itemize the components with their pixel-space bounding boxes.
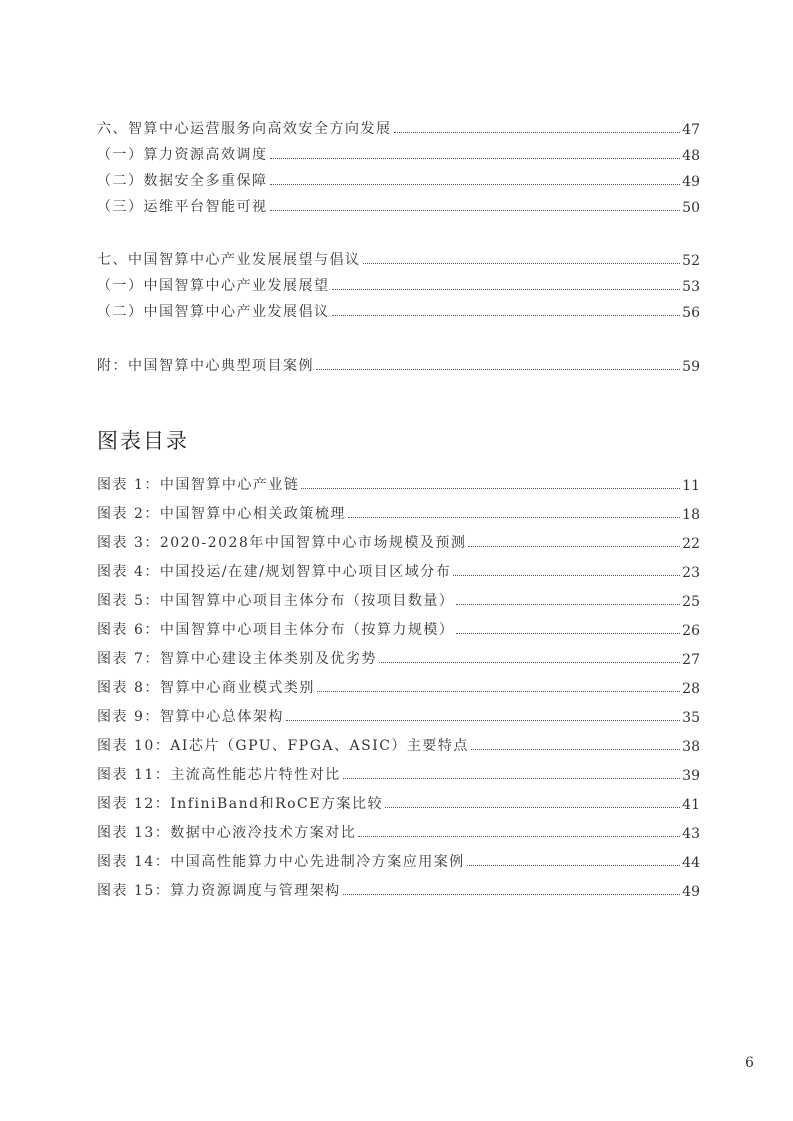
toc-entry[interactable] (97, 299, 700, 321)
figure-entry-page: 44 (682, 855, 700, 871)
dot-leader (317, 691, 680, 692)
toc-entry-page: 49 (682, 174, 700, 190)
dot-leader (363, 263, 681, 264)
figure-entry[interactable] (97, 820, 700, 842)
figure-entry[interactable] (97, 878, 700, 900)
figure-entry-label: 图表 10：AI芯片（GPU、FPGA、ASIC）主要特点 (97, 738, 469, 754)
figure-entry-page: 27 (682, 652, 700, 668)
figure-entry-label: 图表 1：中国智算中心产业链 (97, 477, 300, 493)
toc-entry-page: 52 (682, 253, 700, 269)
figure-entry[interactable] (97, 762, 700, 784)
toc-entry[interactable] (97, 194, 700, 216)
dot-leader (316, 369, 680, 370)
figure-entry-page: 23 (682, 565, 700, 581)
figure-entry[interactable] (97, 704, 700, 726)
figures-heading: 图表目录 (97, 429, 189, 453)
toc-entry[interactable] (97, 273, 700, 295)
toc-entry-label: 七、中国智算中心产业发展展望与倡议 (97, 252, 361, 268)
dot-leader (456, 633, 680, 634)
figure-entry-page: 22 (682, 536, 700, 552)
toc-entry-page: 59 (682, 359, 700, 375)
dot-leader (332, 289, 681, 290)
dot-leader (270, 210, 681, 211)
toc-entry-label: （二）中国智算中心产业发展倡议 (97, 304, 330, 320)
dot-leader (332, 315, 681, 316)
figure-entry[interactable] (97, 675, 700, 697)
figure-entry-label: 图表 6：中国智算中心项目主体分布（按算力规模） (97, 622, 455, 638)
figure-entry[interactable] (97, 791, 700, 813)
dot-leader (456, 604, 680, 605)
figure-entry-label: 图表 13：数据中心液冷技术方案对比 (97, 825, 357, 841)
dot-leader (467, 865, 680, 866)
toc-entry[interactable] (97, 142, 700, 164)
toc-entry-page: 56 (682, 305, 700, 321)
figure-entry[interactable] (97, 733, 700, 755)
figure-entry-page: 49 (682, 884, 700, 900)
dot-leader (270, 184, 681, 185)
dot-leader (471, 749, 680, 750)
figure-entry[interactable] (97, 617, 700, 639)
dot-leader (394, 132, 681, 133)
figure-entry[interactable] (97, 530, 700, 552)
toc-entry-label: （三）运维平台智能可视 (97, 199, 268, 215)
dot-leader (270, 158, 681, 159)
figure-entry-page: 28 (682, 681, 700, 697)
figure-entry-page: 41 (682, 797, 700, 813)
toc-entry-label: （一）算力资源高效调度 (97, 147, 268, 163)
figure-entry-page: 38 (682, 739, 700, 755)
dot-leader (385, 807, 680, 808)
figure-entry-label: 图表 12：InfiniBand和RoCE方案比较 (97, 796, 383, 812)
toc-entry-page: 48 (682, 148, 700, 164)
figure-entry-label: 图表 8：智算中心商业模式类别 (97, 680, 315, 696)
toc-entry[interactable] (97, 247, 700, 269)
page-number: 6 (745, 1055, 754, 1071)
dot-leader (301, 488, 680, 489)
toc-entry-label: 附：中国智算中心典型项目案例 (97, 358, 314, 374)
dot-leader (343, 778, 680, 779)
toc-entry[interactable] (97, 168, 700, 190)
toc-entry-label: （二）数据安全多重保障 (97, 173, 268, 189)
figure-entry[interactable] (97, 472, 700, 494)
figure-entry[interactable] (97, 646, 700, 668)
figure-entry-page: 26 (682, 623, 700, 639)
figure-entry-label: 图表 2：中国智算中心相关政策梳理 (97, 506, 346, 522)
figure-entry[interactable] (97, 501, 700, 523)
figure-entry-page: 43 (682, 826, 700, 842)
figure-entry-label: 图表 11：主流高性能芯片特性对比 (97, 767, 341, 783)
dot-leader (343, 894, 680, 895)
toc-entry-label: 六、智算中心运营服务向高效安全方向发展 (97, 121, 392, 137)
figure-entry-label: 图表 5：中国智算中心项目主体分布（按项目数量） (97, 593, 455, 609)
toc-entry[interactable] (97, 353, 700, 375)
toc-entry-page: 53 (682, 279, 700, 295)
dot-leader (453, 575, 680, 576)
toc-entry-page: 47 (682, 122, 700, 138)
figure-entry-page: 39 (682, 768, 700, 784)
toc-entry-label: （一）中国智算中心产业发展展望 (97, 278, 330, 294)
dot-leader (379, 662, 680, 663)
figure-entry-label: 图表 4：中国投运/在建/规划智算中心项目区域分布 (97, 564, 452, 580)
figure-entry[interactable] (97, 559, 700, 581)
dot-leader (348, 517, 680, 518)
dot-leader (468, 546, 680, 547)
figure-entry-label: 图表 3：2020-2028年中国智算中心市场规模及预测 (97, 535, 467, 551)
figure-entry[interactable] (97, 849, 700, 871)
figure-entry-label: 图表 9：智算中心总体架构 (97, 709, 284, 725)
figure-entry-page: 18 (682, 507, 700, 523)
dot-leader (358, 836, 680, 837)
figure-entry[interactable] (97, 588, 700, 610)
figure-entry-label: 图表 14：中国高性能算力中心先进制冷方案应用案例 (97, 854, 465, 870)
toc-entry-page: 50 (682, 200, 700, 216)
figure-entry-page: 25 (682, 594, 700, 610)
toc-entry[interactable] (97, 116, 700, 138)
figure-entry-label: 图表 7：智算中心建设主体类别及优劣势 (97, 651, 377, 667)
dot-leader (286, 720, 680, 721)
figure-entry-page: 11 (682, 478, 700, 494)
figure-entry-page: 35 (682, 710, 700, 726)
figure-entry-label: 图表 15：算力资源调度与管理架构 (97, 883, 341, 899)
